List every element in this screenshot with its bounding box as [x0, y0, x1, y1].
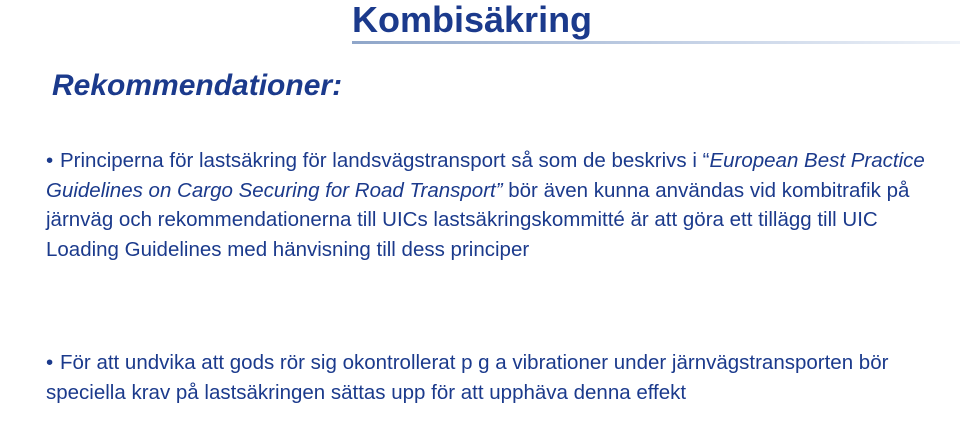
slide-title: Kombisäkring [352, 0, 593, 40]
bullet-marker: • [46, 351, 54, 374]
section-heading: Rekommendationer: [52, 69, 343, 102]
bullet-text-guideline-title: European Best Practice Guidelines on Cargo Securing for Road Transport” [46, 149, 925, 202]
bullet-item-vibrations [46, 348, 946, 407]
bullet-item-guidelines [46, 146, 946, 264]
bullet-list-first [46, 146, 946, 264]
bullet-marker: • [46, 149, 54, 172]
bullet-text-start: Principerna för lastsäkring för landsvägstransport så som de beskrivs i “ [60, 149, 710, 172]
bullet-text: För att undvika att gods rör sig okontrollerat p g a vibrationer under järnvägstransporten bör speciella krav på lastsäkringen sättas upp för att upphäva denna effekt [46, 351, 889, 404]
bullet-list-second [46, 348, 946, 407]
title-underline [352, 41, 960, 44]
bullet-text-end: bör även kunna användas vid kombitrafik på järnväg och rekommendationerna till UICs lastsäkringskommitté är att göra ett tillägg till UIC Loading Guidelines med hänvisning till dess principer [46, 178, 910, 261]
